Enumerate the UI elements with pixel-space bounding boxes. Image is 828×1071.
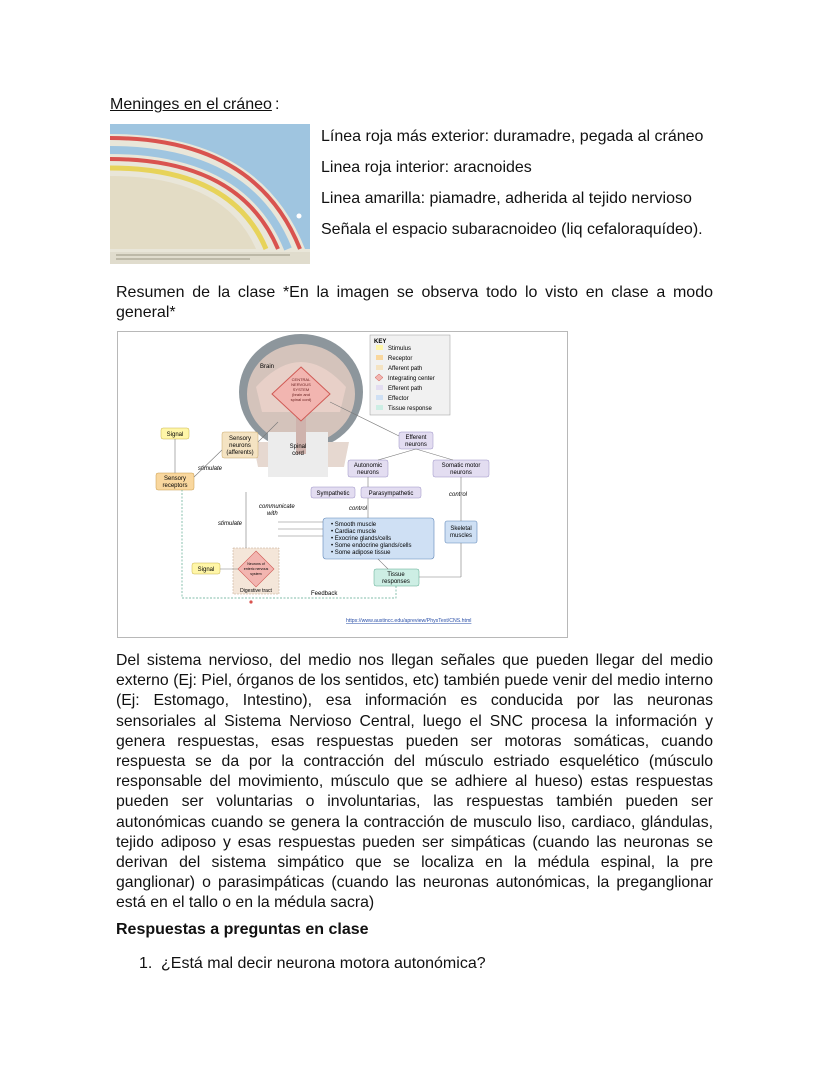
stimulate-label-2: stimulate: [218, 521, 243, 527]
svg-text:NERVOUS: NERVOUS: [291, 382, 311, 387]
key-title: KEY: [374, 339, 387, 345]
brain-label: Brain: [260, 364, 275, 370]
feedback-label: Feedback: [311, 591, 338, 597]
meninges-illustration: [110, 124, 310, 264]
svg-text:neurons: neurons: [229, 443, 251, 449]
svg-text:with: with: [267, 511, 278, 517]
meninges-image: [110, 124, 310, 264]
effector-4: • Some endocrine glands/cells: [331, 543, 412, 549]
svg-text:Neurons of: Neurons of: [247, 562, 265, 566]
svg-text:Sensory: Sensory: [228, 436, 252, 442]
svg-text:Somatic motor: Somatic motor: [441, 463, 481, 469]
svg-text:communicate: communicate: [259, 504, 295, 510]
key-item-receptor: Receptor: [388, 356, 413, 362]
meninges-line-2: Linea roja interior: aracnoides: [321, 159, 532, 176]
question-item: [139, 955, 486, 973]
svg-text:cord: cord: [292, 451, 304, 457]
svg-text:neurons: neurons: [357, 470, 379, 476]
svg-text:Skeletal: Skeletal: [450, 526, 472, 532]
source-url: https://www.austincc.edu/apreview/PhysText/CNS.html: [346, 618, 472, 624]
svg-text:enteric nervous: enteric nervous: [243, 567, 269, 571]
svg-text:spinal cord): spinal cord): [290, 397, 312, 402]
sympathetic-label: Sympathetic: [316, 491, 350, 497]
svg-text:muscles: muscles: [449, 533, 473, 539]
meninges-line-1: Línea roja más exterior: duramadre, pegada al cráneo: [321, 128, 704, 145]
svg-text:Tissue: Tissue: [387, 572, 405, 578]
key-item-integrating: Integrating center: [388, 376, 435, 382]
svg-text:(afferents): (afferents): [226, 450, 254, 456]
svg-text:Autonomic: Autonomic: [353, 463, 383, 469]
key-item-effector: Effector: [388, 396, 409, 402]
effector-2: • Cardiac muscle: [331, 529, 377, 535]
signal-top-label: Signal: [166, 432, 184, 438]
nervous-system-diagram: [117, 331, 568, 638]
effector-3: • Exocrine glands/cells: [331, 536, 392, 542]
svg-text:responses: responses: [382, 579, 410, 585]
svg-text:Spinal: Spinal: [289, 444, 307, 450]
svg-text:neurons: neurons: [450, 470, 472, 476]
main-paragraph: Del sistema nervioso, del medio nos llegan señales que pueden llegar del medio externo (Ej: Piel, órganos de los sentidos, etc) también puede venir del medio interno (Ej: Estomago, Intestino), esa información es conducida por las neuronas sensoriales al Sistema Nervioso Central, luego el SNC procesa la información y genera respuestas, esas respuestas pueden ser motoras somáticas, cuando respuesta se da por la contracción del músculo estriado esquelético (músculo responsable del movimiento, músculo que se adhiere al hueso) estas respuestas pueden ser voluntarias o involuntarias, las respuestas también pueden ser autonómicas cuando se genera la contracción de musculo liso, cardiaco, glándulas, tejido adiposo y esas respuestas pueden ser simpáticas (cuando las neuronas se derivan del sistema simpático que se localiza en la médula espinal, la pre ganglionar) o parasimpáticas (cuando las neuronas autonómicas, la preganglionar está en el tallo o en la médula sacra): [116, 652, 713, 912]
svg-text:Sensory: Sensory: [163, 476, 187, 482]
svg-text:CENTRAL: CENTRAL: [291, 377, 311, 382]
svg-text:receptors: receptors: [162, 483, 188, 489]
svg-text:system: system: [250, 572, 262, 576]
section-heading: Respuestas a preguntas en clase: [116, 921, 369, 938]
digestive-label: Digestive tract: [240, 588, 272, 594]
meninges-title-colon: :: [275, 96, 280, 113]
key-item-efferent: Efferent path: [388, 386, 423, 392]
svg-text:(brain and: (brain and: [291, 392, 311, 397]
effector-1: • Smooth muscle: [331, 522, 377, 528]
signal-bottom-label: Signal: [197, 567, 215, 573]
svg-text:SYSTEM: SYSTEM: [292, 387, 310, 392]
control-label-1: control: [449, 492, 468, 498]
key-item-tissue: Tissue response: [388, 406, 432, 412]
key-item-afferent: Afferent path: [388, 366, 423, 372]
skeletal-box: [445, 521, 477, 543]
meninges-line-3: Linea amarilla: piamadre, adherida al tejido nervioso: [321, 190, 692, 207]
meninges-line-4: Señala el espacio subaracnoideo (liq cefaloraquídeo).: [321, 221, 703, 238]
meninges-title-text: Meninges en el cráneo: [110, 96, 272, 113]
question-number: 1.: [139, 955, 153, 972]
stimulate-label-1: stimulate: [198, 466, 223, 472]
svg-text:Efferent: Efferent: [405, 435, 427, 441]
effector-5: • Some adipose tissue: [331, 550, 391, 556]
question-text: ¿Está mal decir neurona motora autonómica?: [161, 955, 486, 972]
parasympathetic-label: Parasympathetic: [368, 491, 414, 497]
svg-text:neurons: neurons: [405, 442, 427, 448]
control-label-2: control: [349, 506, 368, 512]
resumen-text: Resumen de la clase *En la imagen se observa todo lo visto en clase a modo general*: [116, 284, 713, 321]
meninges-title: [110, 96, 272, 114]
key-item-stimulus: Stimulus: [388, 346, 412, 352]
